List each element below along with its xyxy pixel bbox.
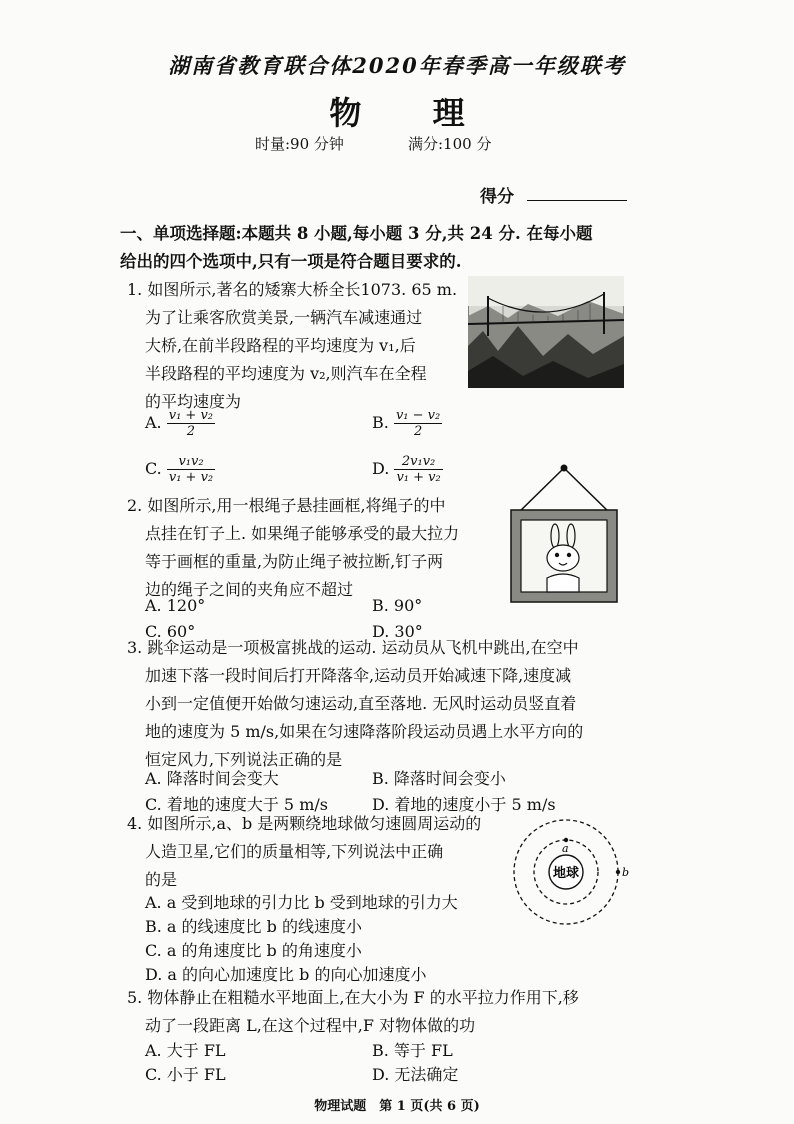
earth-label: 地球 (552, 866, 580, 881)
exam-full-score: 满分:100 分 (408, 135, 492, 153)
option-4c[interactable]: C. a 的角速度比 b 的角速度小 (145, 941, 362, 960)
option-3c[interactable]: C. 着地的速度大于 5 m/s (145, 795, 328, 814)
subject-title: 物 理 (329, 94, 495, 132)
option-fraction (167, 408, 215, 439)
score-blank (527, 200, 627, 201)
fraction-numerator: v₁ + v₂ (168, 408, 214, 423)
option-label: B. (372, 413, 389, 432)
question-3-text (127, 634, 583, 774)
question-line: 的是 (145, 870, 178, 889)
question-4-text (127, 810, 481, 894)
option-1d[interactable] (372, 454, 443, 485)
question-line: 2. 如图所示,用一根绳子悬挂画框,将绳子的中 (127, 496, 446, 515)
question-line: 动了一段距离 L,在这个过程中,F 对物体做的功 (145, 1016, 476, 1035)
question-line: 1. 如图所示,著名的矮寨大桥全长1073. 65 m. (127, 280, 458, 299)
question-line: 为了让乘客欣赏美景,一辆汽车减速通过 (145, 308, 423, 327)
question-1-text (127, 276, 457, 416)
fraction-denominator: 2 (186, 424, 196, 439)
option-5b[interactable]: B. 等于 FL (372, 1041, 453, 1060)
option-4d[interactable]: D. a 的向心加速度比 b 的向心加速度小 (145, 965, 427, 984)
option-5a[interactable]: A. 大于 FL (145, 1041, 226, 1060)
question-line: 点挂在钉子上. 如果绳子能够承受的最大拉力 (145, 524, 460, 543)
option-1a[interactable] (145, 408, 215, 439)
question-line: 的平均速度为 (145, 392, 242, 411)
option-3d[interactable]: D. 着地的速度小于 5 m/s (372, 795, 556, 814)
fraction-numerator: 2v₁v₂ (394, 454, 442, 470)
orbit-figure (510, 816, 630, 928)
question-line: 地的速度为 5 m/s,如果在匀速降落阶段运动员遇上水平方向的 (145, 722, 584, 741)
section-heading-line: 一、单项选择题:本题共 8 小题,每小题 3 分,共 24 分. 在每小题 (120, 224, 593, 243)
exam-title: 湖南省教育联合体2020年春季高一年级联考 (168, 53, 626, 78)
section-heading (120, 220, 660, 276)
fraction-numerator: v₁v₂ (167, 454, 215, 470)
option-4a[interactable]: A. a 受到地球的引力比 b 受到地球的引力大 (145, 893, 458, 912)
option-2a[interactable]: A. 120° (145, 596, 206, 615)
option-3a[interactable]: A. 降落时间会变大 (145, 769, 279, 788)
option-2b[interactable]: B. 90° (372, 596, 423, 615)
satellite-a-label: a (562, 842, 569, 855)
satellite-b-label: b (622, 866, 630, 879)
option-label: A. (145, 413, 162, 432)
fraction-denominator: 2 (413, 424, 423, 439)
fraction-numerator: v₁ − v₂ (395, 408, 441, 423)
option-fraction (394, 454, 442, 485)
fraction-denominator: v₁ + v₂ (168, 470, 214, 485)
option-5d[interactable]: D. 无法确定 (372, 1065, 459, 1084)
page-footer: 物理试题 第 1 页(共 6 页) (314, 1099, 480, 1114)
fraction-denominator: v₁ + v₂ (396, 470, 441, 485)
question-line: 人造卫星,它们的质量相等,下列说法中正确 (145, 842, 444, 861)
question-line: 恒定风力,下列说法正确的是 (145, 750, 343, 769)
option-2c[interactable]: C. 60° (145, 622, 196, 641)
question-line: 3. 跳伞运动是一项极富挑战的运动. 运动员从飞机中跳出,在空中 (127, 638, 579, 657)
exam-duration: 时量:90 分钟 (255, 135, 344, 153)
option-1b[interactable] (372, 408, 442, 439)
option-3b[interactable]: B. 降落时间会变小 (372, 769, 506, 788)
option-1c[interactable] (145, 454, 215, 485)
question-line: 小到一定值便开始做匀速运动,直至落地. 无风时运动员竖直着 (145, 694, 577, 713)
option-fraction (394, 408, 442, 439)
option-2d[interactable]: D. 30° (372, 622, 423, 641)
question-line: 加速下落一段时间后打开降落伞,运动员开始减速下降,速度减 (145, 666, 572, 685)
option-label: D. (372, 459, 390, 478)
section-heading-line: 给出的四个选项中,只有一项是符合题目要求的. (120, 252, 462, 271)
question-line: 4. 如图所示,a、b 是两颗绕地球做匀速圆周运动的 (127, 814, 482, 833)
satellite-b-icon (616, 870, 620, 874)
option-5c[interactable]: C. 小于 FL (145, 1065, 226, 1084)
score-label: 得分 (480, 187, 514, 207)
question-line: 边的绳子之间的夹角应不超过 (145, 580, 354, 599)
question-line: 大桥,在前半段路程的平均速度为 v₁,后 (145, 336, 416, 355)
bridge-photo (468, 276, 624, 388)
option-fraction (167, 454, 215, 485)
option-label: C. (145, 459, 162, 478)
question-2-text (127, 492, 459, 604)
question-line: 5. 物体静止在粗糙水平地面上,在大小为 F 的水平拉力作用下,移 (127, 988, 579, 1007)
question-line: 半段路程的平均速度为 v₂,则汽车在全程 (145, 364, 427, 383)
question-line: 等于画框的重量,为防止绳子被拉断,钉子两 (145, 552, 444, 571)
question-5-text (127, 984, 579, 1040)
option-4b[interactable]: B. a 的线速度比 b 的线速度小 (145, 917, 362, 936)
picture-frame-figure (505, 458, 623, 608)
